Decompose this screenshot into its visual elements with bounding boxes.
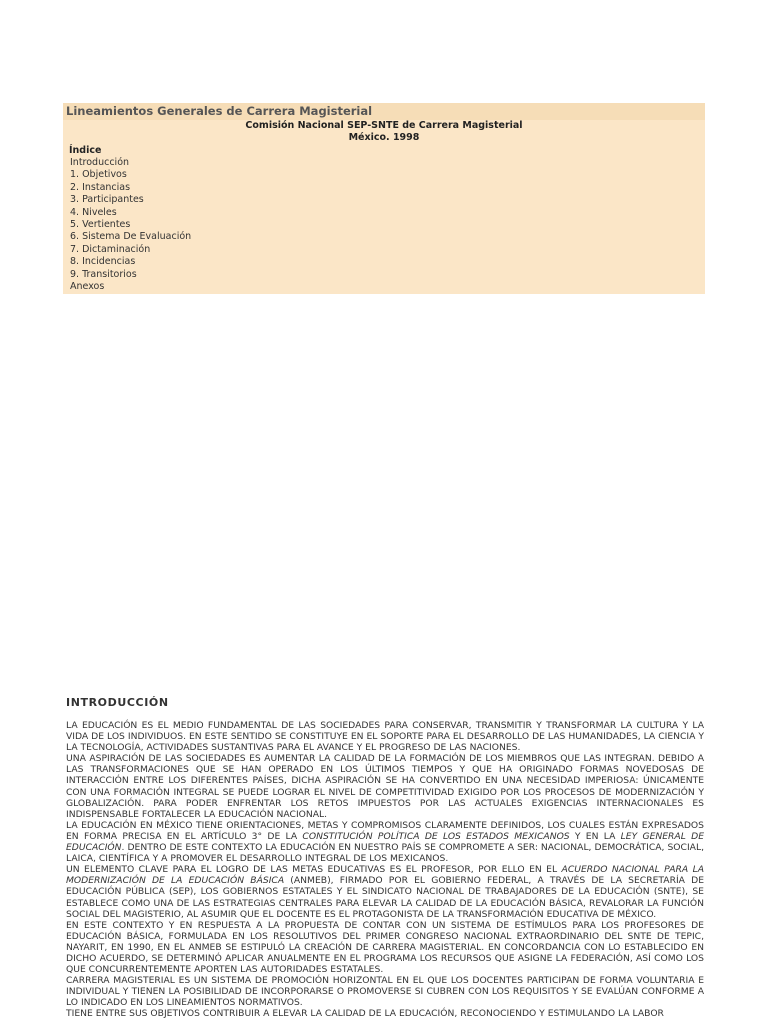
paragraph-text: (ANMEB), FIRMADO POR EL GOBIERNO FEDERAL, A TRAVÉS DE LA SECRETARÍA DE EDUCACIÓN PÚBLICA (SEP), LOS GOBIERNOS ESTATALES Y EL SINDICATO NACIONAL DE TRABAJADORES DE LA EDUCACIÓN (SNTE), SE ESTABLECE COMO UNA DE LAS ESTRATEGIAS CENTRALES PARA ELEVAR LA CALIDAD DE LA EDUCACIÓN BÁSICA, REVALORAR LA FUNCIÓN SOCIAL DEL MAGISTERIO, AL ASUMIR QUE EL DOCENTE ES EL PROTAGONISTA DE LA TRANSFORMACIÓN EDUCATIVA DE MÉXICO. xyxy=(66,875,705,920)
introduction-body xyxy=(66,720,704,1020)
paragraph-text: UN ELEMENTO CLAVE PARA EL LOGRO DE LAS METAS EDUCATIVAS ES EL PROFESOR, POR ELLO EN EL xyxy=(66,864,562,876)
paragraph: CARRERA MAGISTERIAL ES UN SISTEMA DE PROMOCIÓN HORIZONTAL EN EL QUE LOS DOCENTES PARTICIPAN DE FORMA VOLUNTARIA E INDIVIDUAL Y TIENEN LA POSIBILIDAD DE INCORPORARSE O PROMOVERSE SI CUBREN CON LOS REQUISITOS Y SE EVALÚAN CONFORME A LO INDICADO EN LOS LINEAMIENTOS NORMATIVOS. xyxy=(66,975,704,1009)
ley-general-title: LEY GENERAL DE EDUCACIÓN xyxy=(66,830,704,854)
paragraph-text: LA EDUCACIÓN EN MÉXICO TIENE ORIENTACIONES, METAS Y COMPROMISOS CLARAMENTE DEFINIDOS, LOS CUALES ESTÁN EXPRESADOS EN FORMA PRECISA EN EL ARTÍCULO 3° DE LA xyxy=(66,819,704,842)
index-panel xyxy=(63,103,705,294)
paragraph: UNA ASPIRACIÓN DE LAS SOCIEDADES ES AUMENTAR LA CALIDAD DE LA FORMACIÓN DE LOS MIEMBROS QUE LAS INTEGRAN. DEBIDO A LAS TRANSFORMACIONES QUE SE HAN OPERADO EN LOS ÚLTIMOS TIEMPOS Y QUE HA ORIGINADO FORMAS NOVEDOSAS DE INTERACCIÓN ENTRE LOS DIFERENTES PAÍSES, DICHA ASPIRACIÓN SE HA CONVERTIDO EN UNA NECESIDAD IMPERIOSA: ÚNICAMENTE CON UNA FORMACIÓN INTEGRAL SE PUEDE LOGRAR EL NIVEL DE COMPETITIVIDAD EXIGIDO POR LOS PROCESOS DE MODERNIZACIÓN Y GLOBALIZACIÓN. PARA PODER ENFRENTAR LOS RETOS IMPUESTOS POR LAS ACTUALES EXIGENCIAS INTERNACIONALES ES INDISPENSABLE FORTALECER LA EDUCACIÓN NACIONAL. xyxy=(66,753,704,820)
index-link-transitorios[interactable]: 9. Transitorios xyxy=(70,268,137,280)
index-list xyxy=(63,157,705,293)
paragraph: LA EDUCACIÓN ES EL MEDIO FUNDAMENTAL DE LAS SOCIEDADES PARA CONSERVAR, TRANSMITIR Y TRANSFORMAR LA CULTURA Y LA VIDA DE LOS INDIVIDUOS. EN ESTE SENTIDO SE CONSTITUYE EN EL SOPORTE PARA EL DESARROLLO DE LAS HUMANIDADES, LA CIENCIA Y LA TECNOLOGÍA, ACTIVIDADES SUSTANTIVAS PARA EL AVANCE Y EL PROGRESO DE LAS NACIONES. xyxy=(66,720,704,754)
index-link-sistema-evaluacion[interactable]: 6. Sistema De Evaluación xyxy=(70,231,192,243)
index-link-incidencias[interactable]: 8. Incidencias xyxy=(70,256,136,268)
paragraph-text: Y EN LA xyxy=(569,830,621,842)
index-link-anexos[interactable]: Anexos xyxy=(70,281,105,293)
commission-name: Comisión Nacional SEP-SNTE de Carrera Magisterial xyxy=(245,120,523,131)
paragraph xyxy=(66,864,704,919)
constitucion-title: CONSTITUCIÓN POLÍTICA DE LOS ESTADOS MEXICANOS xyxy=(302,830,570,842)
acuerdo-title: ACUERDO NACIONAL PARA LA MODERNIZACIÓN DE LA EDUCACIÓN BÁSICA xyxy=(66,864,704,887)
index-link-introduccion[interactable]: Introducción xyxy=(70,157,130,168)
index-link-dictaminacion[interactable]: 7. Dictaminación xyxy=(70,243,151,255)
document-title: Lineamientos Generales de Carrera Magisterial xyxy=(63,103,705,120)
section-heading-introduccion: INTRODUCCIÓN xyxy=(66,696,169,709)
paragraph: TIENE ENTRE SUS OBJETIVOS CONTRIBUIR A ELEVAR LA CALIDAD DE LA EDUCACIÓN, RECONOCIENDO Y ESTIMULANDO LA LABOR xyxy=(66,1008,664,1020)
index-link-objetivos[interactable]: 1. Objetivos xyxy=(70,169,127,181)
place-date: México. 1998 xyxy=(348,132,420,143)
index-link-instancias[interactable]: 2. Instancias xyxy=(70,181,131,193)
index-link-niveles[interactable]: 4. Niveles xyxy=(70,206,117,218)
index-link-vertientes[interactable]: 5. Vertientes xyxy=(70,219,131,231)
index-heading: Índice xyxy=(69,145,102,156)
index-link-participantes[interactable]: 3. Participantes xyxy=(70,194,144,206)
paragraph-text: . DENTRO DE ESTE CONTEXTO LA EDUCACIÓN EN NUESTRO PAÍS SE COMPROMETE A SER: NACIONAL, DEMOCRÁTICA, SOCIAL, LAICA, CIENTÍFICA Y A PROMOVER EL DESARROLLO INTEGRAL DE LOS MEXICANOS. xyxy=(66,842,704,865)
paragraph xyxy=(66,820,704,864)
paragraph: EN ESTE CONTEXTO Y EN RESPUESTA A LA PROPUESTA DE CONTAR CON UN SISTEMA DE ESTÍMULOS PARA LOS PROFESORES DE EDUCACIÓN BÁSICA, FORMULADA EN LOS RESOLUTIVOS DEL PRIMER CONGRESO NACIONAL EXTRAORDINARIO DEL SNTE DE TEPIC, NAYARIT, EN 1990, EN EL ANMEB SE ESTIPULÓ LA CREACIÓN DE CARRERA MAGISTERIAL. EN CONCORDANCIA CON LO ESTABLECIDO EN DICHO ACUERDO, SE DETERMINÓ APLICAR ANUALMENTE EN EL PROGRAMA LOS RECURSOS QUE ASIGNE LA FEDERACIÓN, ASÍ COMO LOS QUE CONCURRENTEMENTE APORTEN LAS AUTORIDADES ESTATALES. xyxy=(66,919,704,976)
